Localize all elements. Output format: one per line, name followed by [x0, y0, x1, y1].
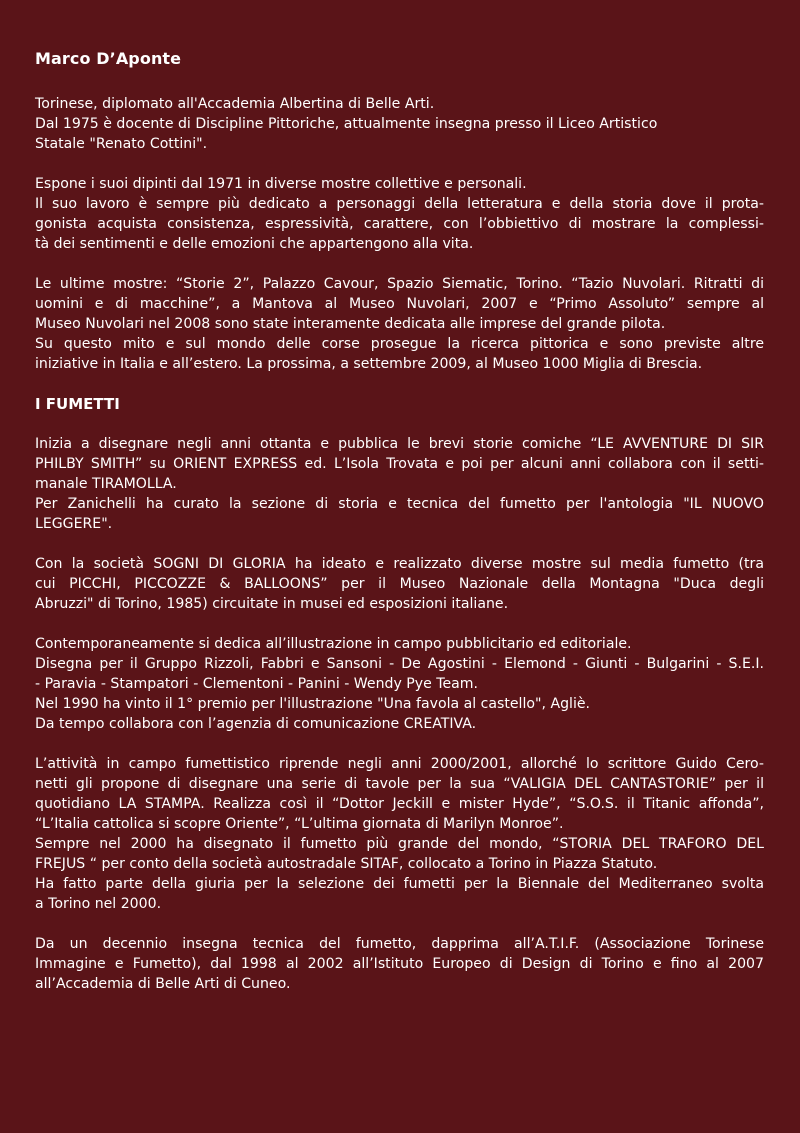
section-heading-comics: I FUMETTI — [35, 395, 120, 413]
text-line: PHILBY SMITH” su ORIENT EXPRESS ed. L’Isola Trovata e poi per alcuni anni collabora con il setti- — [35, 456, 764, 472]
page-title: Marco D’Aponte — [35, 49, 182, 68]
bio-section — [35, 94, 764, 374]
text-line: uomini e di macchine”, a Mantova al Museo Nuvolari, 2007 e “Primo Assoluto” sempre al — [35, 296, 764, 312]
paragraph — [35, 754, 764, 914]
text-line: Con la società SOGNI DI GLORIA ha ideato e realizzato diverse mostre sul media fumetto (tra — [35, 556, 764, 572]
paragraph — [35, 554, 764, 614]
text-line: - Paravia - Stampatori - Clementoni - Panini - Wendy Pye Team. — [35, 676, 479, 692]
paragraph — [35, 634, 764, 734]
text-line: cui PICCHI, PICCOZZE & BALLOONS” per il Museo Nazionale della Montagna "Duca degli — [35, 576, 764, 592]
text-line: FREJUS “ per conto della società autostradale SITAF, collocato a Torino in Piazza Statuto. — [35, 856, 658, 872]
comics-section — [35, 434, 764, 994]
text-line: tà dei sentimenti e delle emozioni che appartengono alla vita. — [35, 236, 474, 252]
paragraph — [35, 274, 764, 374]
paragraph — [35, 934, 764, 994]
text-line: Espone i suoi dipinti dal 1971 in diverse mostre collettive e personali. — [35, 176, 527, 192]
text-line: Nel 1990 ha vinto il 1° premio per l'illustrazione "Una favola al castello", Agliè. — [35, 696, 591, 712]
text-line: Su questo mito e sul mondo delle corse prosegue la ricerca pittorica e sono previste altre — [35, 336, 764, 352]
text-line: Statale "Renato Cottini". — [35, 136, 208, 152]
text-line: Dal 1975 è docente di Discipline Pittoriche, attualmente insegna presso il Liceo Artistico — [35, 116, 658, 132]
text-line: Sempre nel 2000 ha disegnato il fumetto più grande del mondo, “STORIA DEL TRAFORO DEL — [35, 836, 764, 852]
text-line: Contemporaneamente si dedica all’illustrazione in campo pubblicitario ed editoriale. — [35, 636, 632, 652]
text-line: a Torino nel 2000. — [35, 896, 162, 912]
text-line: Ha fatto parte della giuria per la selezione dei fumetti per la Biennale del Mediterraneo svolta — [35, 876, 764, 892]
paragraph — [35, 434, 764, 534]
text-line: Museo Nuvolari nel 2008 sono state interamente dedicata alle imprese del grande pilota. — [35, 316, 666, 332]
text-line: netti gli propone di disegnare una serie di tavole per la sua “VALIGIA DEL CANTASTORIE” per il — [35, 776, 764, 792]
text-line: quotidiano LA STAMPA. Realizza così il “Dottor Jeckill e mister Hyde”, “S.O.S. il Titanic affonda”, — [35, 796, 764, 812]
text-line: all’Accademia di Belle Arti di Cuneo. — [35, 976, 291, 992]
text-line: “L’Italia cattolica si scopre Oriente”, “L’ultima giornata di Marilyn Monroe”. — [35, 816, 564, 832]
text-line: L’attività in campo fumettistico riprende negli anni 2000/2001, allorché lo scrittore Guido Cero- — [35, 756, 764, 772]
text-line: Per Zanichelli ha curato la sezione di storia e tecnica del fumetto per l'antologia "IL NUOVO — [35, 496, 764, 512]
text-line: Disegna per il Gruppo Rizzoli, Fabbri e Sansoni - De Agostini - Elemond - Giunti - Bulgarini - S.E.I. — [35, 656, 764, 672]
text-line: Da un decennio insegna tecnica del fumetto, dapprima all’A.T.I.F. (Associazione Torinese — [35, 936, 764, 952]
text-line: Le ultime mostre: “Storie 2”, Palazzo Cavour, Spazio Siematic, Torino. “Tazio Nuvolari. Ritratti di — [35, 276, 764, 292]
paragraph — [35, 174, 764, 254]
text-line: Immagine e Fumetto), dal 1998 al 2002 all’Istituto Europeo di Design di Torino e fino al 2007 — [35, 956, 764, 972]
text-line: manale TIRAMOLLA. — [35, 476, 177, 492]
text-line: LEGGERE". — [35, 516, 113, 532]
text-line: Da tempo collabora con l’agenzia di comunicazione CREATIVA. — [35, 716, 477, 732]
text-line: Abruzzi" di Torino, 1985) circuitate in musei ed esposizioni italiane. — [35, 596, 509, 612]
paragraph — [35, 94, 764, 154]
text-line: gonista acquista consistenza, espressività, carattere, con l’obbiettivo di mostrare la complessi- — [35, 216, 764, 232]
text-line: Il suo lavoro è sempre più dedicato a personaggi della letteratura e della storia dove il prota- — [35, 196, 764, 212]
text-line: Torinese, diplomato all'Accademia Albertina di Belle Arti. — [35, 96, 435, 112]
text-line: Inizia a disegnare negli anni ottanta e pubblica le brevi storie comiche “LE AVVENTURE DI SIR — [35, 436, 764, 452]
text-line: iniziative in Italia e all’estero. La prossima, a settembre 2009, al Museo 1000 Miglia di Brescia. — [35, 356, 703, 372]
